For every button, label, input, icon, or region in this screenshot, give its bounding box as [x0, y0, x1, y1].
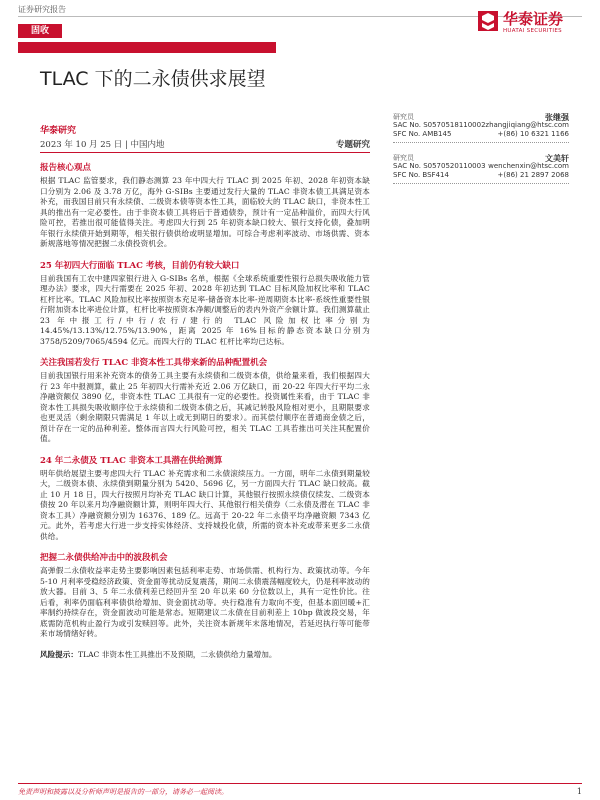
huatai-logo	[477, 8, 587, 42]
section-supply-estimate	[40, 455, 370, 543]
brand-name-en: HUATAI SECURITIES	[503, 28, 562, 34]
section-text: 根据 TLAC 监管要求，我们静态测算 23 年中四大行 TLAC 到 2025 年初、2028 年初资本缺口分别为 2.06 及 3.78 万亿，海外 G-SIBs 主要通过发行大量的 TLAC 非资本债工具满足资本补充，而我国目前只有永续债、二级资本债等资本性工具，面临较大的 TLAC 缺口，非资本性工具的推出有一定必要性。由于非资本债工具将后于普通债券，预计有一定品种溢价，而四大行风险可控，若推出很可能值得关注。考虑四大行到 25 年初资本缺口较大、银行支持化债，叠加明年银行永续债开始到期等，相关银行债供给或明显增加。可综合考虑利率波动、市场供需、资本新规落地等情况把握二永债投资机会。	[40, 176, 370, 248]
risk-label: 风险提示：	[40, 649, 78, 659]
report-body	[40, 162, 370, 660]
analyst-role: 研究员	[393, 113, 414, 121]
author-org: 华泰研究	[40, 126, 77, 136]
section-text: 明年供给展望主要考虑四大行 TLAC 补充需求和二永债滚续压力。一方面，明年二永债到期量较大，二级资本债、永续债到期量分别为 5420、5696 亿，另一方面四大行 TLAC 缺口较高。截止 10 月 18 日，四大行按照月均补充 TLAC 缺口计算，其他银行按照永续债仅续发、二级资本债按 20 年以来月均净融资额计算，则明年四大行、其他银行相关债券（二永债及潜在 TLAC 非资本工具）净融资额分别为 16376、189 亿。远高于 20-22 年二永债平均净融资额 7343 亿元。此外，若考虑大行进一步支持实体经济、支持城投化债，所需的资本补充或带来更多二永债供给。	[40, 468, 370, 541]
analyst-name: 文美轩	[545, 153, 569, 163]
document-type-label: 证券研究报告	[18, 5, 66, 14]
analyst-role: 研究员	[393, 154, 414, 162]
section-text: 目前我国银行用来补充资本的债务工具主要有永续债和二级资本债，供给量来看，我们根据四大行 23 年中报测算，截止 25 年初四大行需补充近 2.06 万亿缺口，而 20-22 年四大行平均二永净融资额仅 3890 亿，非资本性 TLAC 工具很有一定的必要性。投资属性来看，由于 TLAC 非资本性工具损失吸收顺序位于永续债和二级资本债之后，其减记转股风险相对更小，且期限要求也更灵活（剩余期限只需满足 1 年以上或无到期日的要求）。而其偿付顺序在普通商金债之后，预计存在一定的品种利差。整体而言四大行风险可控，相关 TLAC 工具若推出可关注其配置价值。	[40, 371, 370, 443]
analyst-sfc: SFC No. BSF414	[393, 171, 449, 179]
section-heading: 25 年初四大行面临 TLAC 考核，目前仍有较大缺口	[40, 260, 240, 271]
section-new-instruments	[40, 357, 370, 445]
page-number: 1	[576, 787, 582, 796]
logo-mark-icon	[477, 10, 499, 32]
risk-text: TLAC 非资本性工具推出不及预期，二永债供给力量增加。	[77, 649, 277, 659]
section-heading: 24 年二永债及 TLAC 非资本工具潜在供给测算	[40, 455, 223, 466]
analyst-phone: +(86) 21 2897 2068	[497, 171, 569, 179]
analyst-name: 张继强	[545, 112, 569, 122]
title-accent-band	[18, 42, 276, 53]
risk-warning	[40, 650, 370, 661]
section-text: 高弹假二永债收益率走势主要影响因素包括利率走势、市场供需、机构行为、政策扰动等。今年 5-10 月利率受稳经济政策、资金面等扰动反复震荡，期间二永债震荡幅度较大，仍是利率波动的放大器。目前 3、5 年二永债利差已经回升至 20 年以来 60 分位数以上，具有一定性价比。往后看，利率仍面临利率债供给增加、资金面扰动等。央行稳准有力取向不变，但基本面回暖+汇率制约持续存在，资金面波动可能是常态。短期建议二永债在目前利差上 10bp 做波段交易，年底需防范机构止盈行为或引发赎回等。此外，关注资本新规年末落地情况，若延迟执行等可能带来市场情绪好转。	[40, 566, 370, 638]
section-heading: 把握二永债供给冲击中的波段机会	[40, 553, 168, 563]
footer-disclaimer: 免责声明和披露以及分析师声明是报告的一部分，请务必一起阅读。	[18, 788, 228, 796]
report-type: 专题研究	[335, 140, 370, 150]
analyst-sac: SAC No. S0570518110002	[393, 121, 486, 129]
report-title: TLAC 下的二永债供求展望	[40, 68, 266, 90]
analyst-phone: +(86) 10 6321 1166	[497, 130, 569, 138]
meta-divider	[40, 152, 370, 153]
section-trading-opportunity	[40, 552, 370, 640]
analyst-divider	[393, 183, 569, 184]
section-core-views	[40, 162, 370, 250]
analyst-sfc: SFC No. AMB145	[393, 130, 452, 138]
section-heading: 关注我国若发行 TLAC 非资本性工具带来新的品种配置机会	[40, 358, 268, 368]
section-text: 目前我国有工农中建四家银行进入 G-SIBs 名单，根据《全球系统重要性银行总损失吸收能力管理办法》要求，四大行需要在 2025 年初、2028 年初达到 TLAC 目标风险加权比率和 TLAC 杠杆比率。TLAC 风险加权比率按照资本充足率-储备资本比率-逆周期资本比率-系统性重要性银行附加资本比率进位计算，杠杆比率按照资本净额/调整后的表内外资产余额计算。我们测算截止 23 年中报工行/中行/农行/建行的 TLAC 风险加权比率分别为 14.45%/13.13%/12.75%/13.90%，距离 2025 年 16%目标的静态资本缺口分别为 3758/5209/7065/4594 亿元。而四大行的 TLAC 杠杆比率均已达标。	[40, 273, 370, 346]
analyst-divider	[393, 142, 569, 143]
analyst-email: wenchenxin@htsc.com	[488, 162, 569, 170]
brand-name-cn: 华泰证券	[503, 10, 564, 28]
footer-divider	[18, 783, 582, 784]
analyst-email: zhangjiqiang@htsc.com	[485, 121, 569, 129]
category-tag: 固收	[18, 24, 62, 38]
analyst-card	[393, 112, 569, 143]
section-heading: 报告核心观点	[40, 163, 92, 173]
section-tlac-gap	[40, 260, 370, 348]
analyst-card	[393, 153, 569, 184]
analyst-sac: SAC No. S0570520110003	[393, 162, 486, 170]
report-date: 2023 年 10 月 25 日 | 中国内地	[40, 140, 165, 150]
